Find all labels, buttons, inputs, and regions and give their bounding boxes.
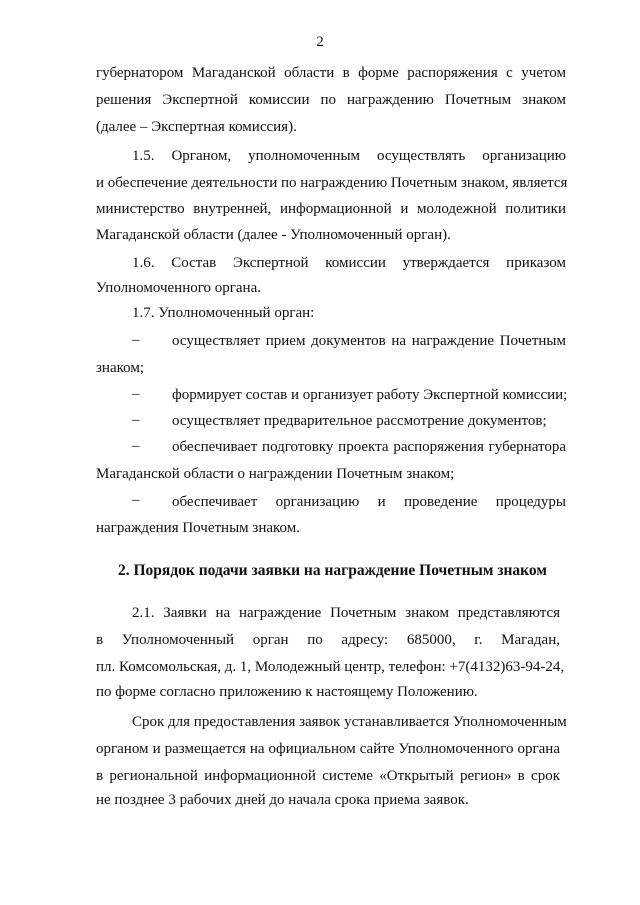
text-line: пл. Комсомольская, д. 1, Молодежный центр, телефон: +7(4132)63-94-24, [96, 659, 565, 675]
text-line: по форме согласно приложению к настоящему Положению. [96, 684, 478, 700]
text-line: 1.5. Органом, уполномоченным осуществлять организацию [132, 148, 566, 164]
list-item-line: осуществляет прием документов на награждение Почетным [172, 333, 566, 349]
text-line: министерство внутренней, информационной и молодежной политики [96, 201, 566, 217]
page-number: 2 [316, 34, 324, 50]
text-line: решения Экспертной комиссии по награждению Почетным знаком [96, 92, 566, 108]
list-dash: – [132, 412, 140, 428]
section-heading: 2. Порядок подачи заявки на награждение Почетным знаком [118, 562, 547, 579]
list-item-line: формирует состав и организует работу Экспертной комиссии; [172, 387, 568, 403]
list-item-line: осуществляет предварительное рассмотрение документов; [172, 413, 547, 429]
text-line: не позднее 3 рабочих дней до начала срока приема заявок. [96, 792, 469, 808]
list-item-line: награждения Почетным знаком. [96, 520, 300, 536]
text-line: органом и размещается на официальном сайте Уполномоченного органа [96, 741, 560, 757]
list-dash: – [132, 332, 140, 348]
text-line: 2.1. Заявки на награждение Почетным знаком представляются [132, 605, 560, 621]
text-line: 1.7. Уполномоченный орган: [132, 305, 315, 321]
text-line: в региональной информационной системе «Открытый регион» в срок [96, 768, 560, 784]
text-line: Срок для предоставления заявок устанавливается Уполномоченным [132, 714, 567, 730]
list-item-line: Магаданской области о награждении Почетным знаком; [96, 466, 455, 482]
text-line: губернатором Магаданской области в форме распоряжения с учетом [96, 65, 566, 81]
list-dash: – [132, 386, 140, 402]
list-item-line: знаком; [96, 360, 145, 376]
text-line: Уполномоченного органа. [96, 280, 261, 296]
list-dash: – [132, 492, 140, 508]
text-line: 1.6. Состав Экспертной комиссии утверждается приказом [132, 255, 566, 271]
list-dash: – [132, 438, 140, 454]
text-line: и обеспечение деятельности по награждению Почетным знаком, является [96, 175, 568, 191]
text-line: в Уполномоченный орган по адресу: 685000, г. Магадан, [96, 632, 560, 648]
text-line: (далее – Экспертная комиссия). [96, 119, 297, 135]
text-line: Магаданской области (далее - Уполномоченный орган). [96, 227, 451, 243]
list-item-line: обеспечивает организацию и проведение процедуры [172, 494, 566, 510]
list-item-line: обеспечивает подготовку проекта распоряжения губернатора [172, 439, 566, 455]
